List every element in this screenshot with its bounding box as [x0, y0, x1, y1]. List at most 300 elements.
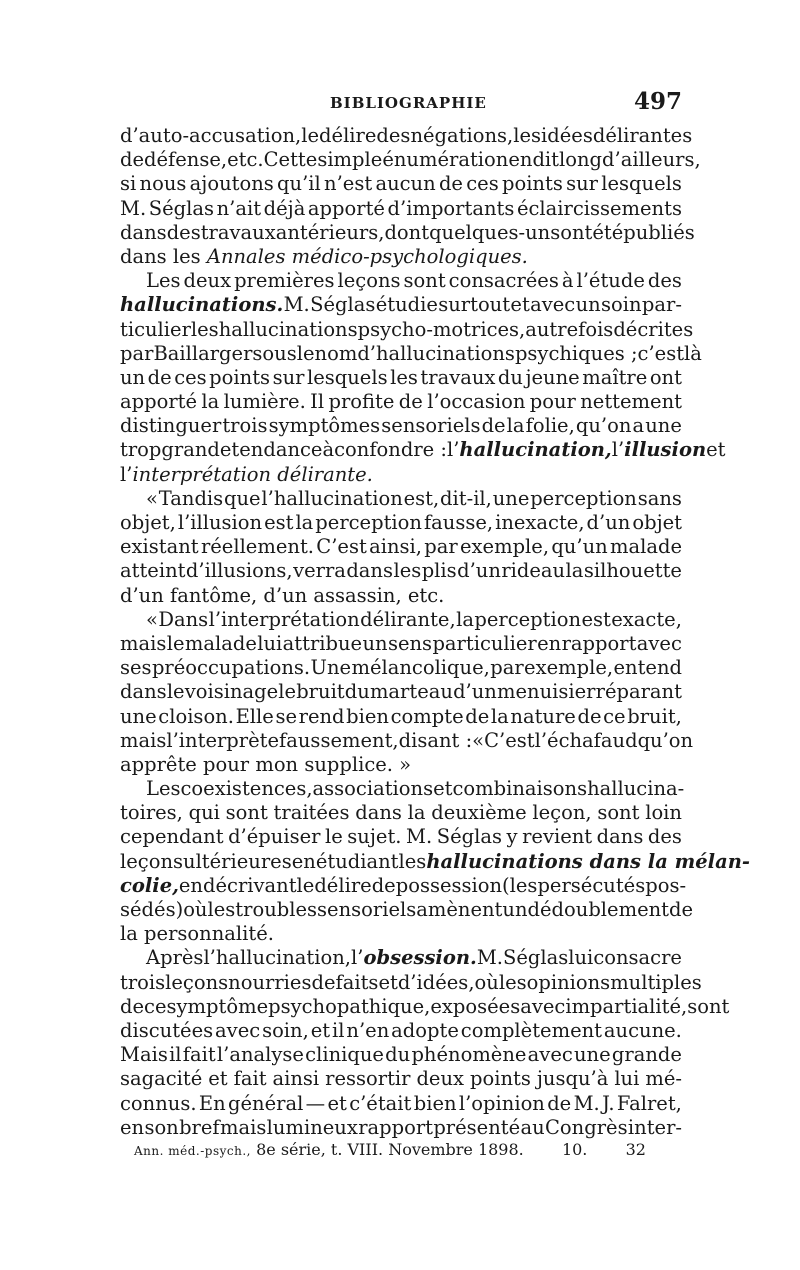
word: ses: [120, 656, 152, 680]
word: de: [438, 172, 463, 196]
word: Une: [310, 656, 352, 680]
word: réparant: [595, 680, 682, 704]
word: psycho-motrices,: [357, 317, 526, 341]
word: ajoutons: [189, 172, 274, 196]
word: lumineux: [266, 1115, 358, 1139]
word: général: [228, 1091, 304, 1115]
word: dans: [346, 559, 394, 583]
word: rapport: [561, 631, 637, 655]
word: nature: [510, 704, 576, 728]
text-line: [120, 1092, 682, 1116]
word: réellement.: [200, 535, 314, 559]
word: confondre :: [334, 438, 447, 462]
word: pour: [529, 390, 576, 414]
word: de: [311, 970, 336, 994]
word: psychopathique,: [268, 994, 431, 1018]
word: associations: [312, 777, 434, 801]
word: l’échafaud: [534, 728, 638, 752]
text-line: [120, 1116, 682, 1140]
word: faussement,: [279, 728, 399, 752]
word: pos-: [645, 873, 687, 897]
word: verra: [293, 559, 346, 583]
text-line: [120, 873, 687, 898]
word: qu’on: [575, 414, 632, 438]
word: du: [497, 365, 523, 389]
word: un: [362, 631, 388, 655]
word: hallucinations.: [120, 293, 284, 317]
word: Congrès: [545, 1115, 628, 1139]
word: trop: [120, 438, 162, 462]
word: le: [278, 680, 297, 704]
word: là: [684, 341, 702, 365]
word: aucune.: [603, 1018, 682, 1042]
text-line: [120, 487, 682, 511]
word: objet,: [120, 511, 176, 534]
word: symptômes: [268, 414, 381, 438]
word: perception: [474, 607, 582, 631]
word: dédoublement: [527, 898, 670, 921]
word: Annales médico-psychologiques.: [206, 244, 528, 268]
word-group: [447, 438, 612, 462]
word: apporté: [120, 390, 198, 414]
word: M.: [406, 825, 433, 849]
line-run: [120, 245, 528, 269]
word: l’interprétation: [208, 607, 360, 631]
word: ces: [466, 172, 499, 196]
word: En: [198, 1091, 226, 1115]
word: ce: [603, 704, 626, 728]
word: malade: [184, 631, 257, 655]
text-line: [120, 777, 685, 801]
word: antérieurs,: [275, 220, 385, 244]
word: l’opinion: [458, 1091, 545, 1115]
word: consacre: [593, 946, 682, 970]
word: nettement: [580, 390, 682, 414]
word: l’: [611, 438, 625, 462]
word: délire: [314, 873, 372, 897]
word: la: [506, 414, 525, 438]
text-line: [120, 801, 682, 825]
word: menuisier: [497, 680, 596, 704]
word: qu’on: [637, 728, 694, 752]
text-line: [120, 438, 726, 462]
word: les: [398, 849, 427, 873]
word: et: [310, 1018, 331, 1042]
word: avec: [215, 1018, 261, 1042]
word: Mais: [120, 1043, 168, 1067]
word: défense,: [144, 148, 228, 172]
word: Baillarger: [153, 341, 253, 365]
word: dans: [355, 801, 402, 825]
text-line: [120, 317, 694, 342]
word: sujet.: [347, 825, 402, 849]
word: par-: [641, 293, 682, 317]
word: cependant: [120, 825, 224, 849]
word: troubles: [235, 898, 318, 921]
word: dans les: [120, 244, 207, 268]
word: psychiques ;: [514, 341, 638, 365]
word: obsession.: [363, 946, 477, 970]
footer-journal: Ann. méd.-psych.,: [134, 1144, 251, 1158]
text-line: [120, 898, 694, 922]
word: en: [291, 849, 316, 873]
word: à: [322, 438, 335, 462]
text-line: [120, 124, 693, 148]
word: travaux: [200, 220, 276, 244]
word: de: [371, 873, 396, 897]
text-line: [120, 728, 694, 753]
word: voisinage: [184, 680, 279, 704]
word: persécutés: [537, 873, 646, 897]
word: lumière.: [223, 390, 306, 414]
page-header: [120, 88, 682, 122]
word: nom: [314, 341, 358, 365]
line-run: [120, 753, 411, 777]
word: hallucinations dans la mélan-: [426, 849, 750, 873]
word: sur: [272, 365, 305, 389]
word: fait: [182, 1043, 216, 1067]
word: une: [645, 414, 682, 438]
word: particulier: [432, 631, 537, 655]
word-group: [612, 438, 706, 462]
word: où: [183, 898, 208, 921]
word: soin: [601, 293, 642, 317]
word: étudiant: [315, 849, 399, 873]
word: aucun: [375, 172, 436, 196]
word: etc.: [227, 148, 264, 172]
word: de: [398, 390, 423, 414]
word: M.: [120, 196, 147, 220]
page-footer: [134, 1140, 680, 1159]
text-line: [120, 463, 682, 487]
word: bref: [179, 1115, 220, 1139]
word: Séglas: [148, 196, 215, 220]
word: d’un: [586, 511, 631, 534]
word: d’idées,: [397, 970, 475, 994]
text-line: [120, 1067, 682, 1091]
word: soin,: [262, 1018, 309, 1042]
word: Falret,: [616, 1091, 682, 1115]
text-line: [120, 849, 750, 874]
text-line: [120, 608, 682, 632]
word: loin: [645, 801, 682, 825]
word: Tandis: [158, 486, 224, 510]
word: hallucina-: [587, 777, 685, 801]
word: d’importants: [387, 196, 515, 220]
word: l’analyse: [216, 1043, 304, 1067]
word: tendance: [231, 438, 323, 462]
word: mais: [120, 728, 167, 752]
word: jusqu’à: [536, 1067, 609, 1091]
word: possession: [395, 873, 503, 897]
word: quelques-uns: [429, 220, 561, 244]
word: en: [120, 1115, 145, 1139]
word: toires,: [120, 801, 183, 825]
word: silhouette: [583, 559, 682, 583]
word: nourries: [228, 970, 312, 994]
text-line: [120, 197, 682, 221]
word: une: [492, 486, 530, 510]
word: de: [120, 148, 145, 172]
word: bien: [346, 704, 389, 728]
word: consacrées: [448, 269, 559, 293]
text-line: [120, 535, 682, 559]
word: du: [344, 680, 370, 704]
line-run: [120, 922, 274, 946]
word: plis: [421, 559, 457, 583]
word: d’un: [453, 680, 497, 704]
word: son: [144, 1115, 179, 1139]
word: avec: [520, 994, 566, 1018]
word: idées: [541, 124, 593, 147]
text-line: [120, 632, 682, 656]
word: simple: [317, 148, 383, 172]
word: ces: [174, 365, 207, 389]
word: sédés): [120, 898, 184, 921]
body-text: [120, 124, 750, 1140]
word: déjà: [263, 196, 306, 220]
word: se: [275, 704, 297, 728]
footer-series: 8e série, t. VIII. Novembre 1898.: [256, 1140, 524, 1159]
word: maître: [582, 365, 648, 389]
word: le: [166, 631, 185, 655]
word: impartialité,: [565, 994, 688, 1018]
word: connus.: [120, 1091, 197, 1115]
word: de: [669, 898, 694, 921]
word: sagacité: [120, 1067, 203, 1091]
word: avec: [530, 293, 576, 317]
word: attribue: [282, 631, 363, 655]
word: atteint: [120, 559, 186, 583]
word: l’: [446, 438, 460, 462]
word: les: [513, 124, 542, 147]
word: perception: [530, 486, 637, 510]
word: exemple,: [524, 656, 614, 680]
word: deux: [416, 1067, 465, 1091]
word: que: [224, 486, 261, 510]
word: rapport: [358, 1115, 433, 1139]
text-line: [120, 390, 682, 414]
word: —: [305, 1091, 326, 1115]
word: points: [209, 365, 271, 389]
word: délire: [319, 124, 377, 147]
text-line: [120, 269, 682, 293]
word: clinique: [305, 1043, 384, 1067]
word: et: [327, 1091, 347, 1115]
word: adopte: [391, 1018, 459, 1042]
word: si: [120, 172, 137, 196]
word: leçons: [165, 970, 229, 994]
word: symptôme: [166, 994, 269, 1018]
word: combinaisons: [452, 777, 588, 801]
word: sont: [597, 801, 640, 825]
text-line: [120, 825, 682, 849]
word: «: [472, 728, 485, 752]
word: ainsi,: [369, 535, 422, 559]
word: sont: [225, 801, 268, 825]
word: l’étude: [576, 269, 645, 293]
word: discutées: [120, 1018, 214, 1042]
word: sens: [387, 631, 433, 655]
word: en: [178, 873, 203, 897]
word: la: [407, 801, 426, 825]
word: apprête pour mon supplice. »: [120, 752, 412, 776]
word: deux: [183, 269, 232, 293]
text-line: [120, 148, 701, 172]
word: un: [575, 293, 601, 317]
word: dans: [596, 825, 644, 849]
word: des: [647, 825, 682, 849]
word: ainsi: [272, 1067, 320, 1091]
word: ultérieures: [183, 849, 292, 873]
text-line: [120, 511, 682, 535]
word: compte: [390, 704, 464, 728]
word: publiés: [623, 220, 695, 244]
word: Les: [146, 777, 181, 801]
word: un: [502, 898, 528, 921]
word: folie,: [525, 414, 575, 438]
text-line: [120, 245, 682, 269]
word: le: [166, 680, 185, 704]
word: leçon,: [532, 801, 592, 825]
word: premières: [234, 269, 335, 293]
word: de: [577, 704, 602, 728]
word: grande: [611, 1043, 682, 1067]
word: sont: [687, 994, 730, 1018]
word: d’illusions,: [185, 559, 293, 583]
text-line: [120, 341, 702, 366]
word: «: [146, 607, 158, 631]
word: Les: [146, 269, 181, 293]
word: d’ailleurs,: [602, 148, 701, 172]
word: Séglas: [436, 825, 502, 849]
word: par: [424, 535, 458, 559]
word: de: [465, 704, 490, 728]
word: la: [456, 607, 474, 631]
word: lui: [614, 1067, 640, 1091]
word: distinguer: [120, 414, 222, 438]
word: du: [385, 1043, 411, 1067]
word: qu’il: [277, 172, 321, 196]
word: coexistences,: [180, 777, 313, 801]
word: mais: [120, 631, 167, 655]
word: grande: [161, 438, 232, 462]
word: de: [120, 994, 145, 1018]
footer-issue: 10.: [561, 1140, 588, 1159]
word: fausse,: [423, 511, 494, 534]
word: (les: [502, 873, 538, 897]
word: marteau: [369, 680, 453, 704]
word: lesquels: [601, 172, 682, 196]
word: les: [207, 898, 236, 921]
word: Après: [146, 946, 204, 970]
word: et: [510, 293, 530, 317]
word: rideau: [501, 559, 566, 583]
word: traitées: [273, 801, 350, 825]
word: ticulier: [120, 317, 191, 341]
word: les: [390, 365, 418, 389]
word: hallucination,: [459, 438, 612, 462]
word: des: [376, 124, 411, 147]
word: interprétation délirante.: [132, 462, 373, 486]
word: bruit: [296, 680, 345, 704]
text-line: [120, 705, 682, 729]
word: sous: [252, 341, 297, 365]
word: dit: [532, 148, 559, 172]
word: et: [433, 777, 453, 801]
text-line: [120, 656, 682, 680]
word: bruit,: [627, 704, 682, 728]
word: Il: [310, 390, 325, 414]
word: mélancolique,: [351, 656, 490, 680]
word: été: [592, 220, 624, 244]
word: décrites: [613, 317, 694, 341]
word: travaux: [420, 365, 496, 389]
word: multiples: [610, 970, 702, 994]
word: ressortir: [325, 1067, 411, 1091]
word: exposées: [430, 994, 521, 1018]
word: autrefois: [525, 317, 614, 341]
word: fait: [233, 1067, 267, 1091]
running-title: BIBLIOGRAPHIE: [330, 94, 487, 112]
word: une: [574, 1043, 611, 1067]
text-line: [120, 994, 730, 1019]
word: d’auto-accusation,: [120, 124, 302, 147]
word: les: [393, 559, 422, 583]
word: leçons: [120, 849, 184, 873]
word: n’ait: [216, 196, 262, 220]
word: par: [120, 341, 154, 365]
line-run: [120, 463, 373, 487]
word: à: [561, 269, 574, 293]
word: revient: [522, 825, 593, 849]
word: complètement: [460, 1018, 603, 1042]
word: d’épuiser: [228, 825, 321, 849]
word: l’: [120, 462, 133, 486]
word: lui: [257, 631, 283, 655]
word: leçons: [337, 269, 401, 293]
word: sensoriels: [381, 414, 481, 438]
word: avec: [527, 1043, 573, 1067]
word: les: [498, 970, 527, 994]
word: il: [169, 1043, 182, 1067]
word: mais: [219, 1115, 267, 1139]
word: C’est: [484, 728, 535, 752]
word: Séglas: [310, 293, 376, 317]
text-line: [120, 172, 682, 196]
word: colie,: [120, 873, 179, 897]
word: illusion: [624, 438, 707, 462]
word: négations,: [410, 124, 514, 147]
word: n’en: [346, 1018, 390, 1042]
word: étudie: [375, 293, 438, 317]
text-line: [120, 414, 682, 438]
word: «: [146, 486, 158, 510]
word: des: [647, 269, 682, 293]
word: points: [470, 1067, 531, 1091]
word: en: [508, 148, 533, 172]
word: décrivant: [203, 873, 297, 897]
word: et: [706, 438, 726, 462]
text-line: [120, 1019, 682, 1043]
word: ce: [144, 994, 167, 1018]
line-run: [120, 584, 444, 608]
word: un: [120, 365, 146, 389]
word: et: [208, 1067, 228, 1091]
word: le: [301, 124, 320, 147]
word: n’est: [324, 172, 373, 196]
word: c’était: [349, 1091, 412, 1115]
